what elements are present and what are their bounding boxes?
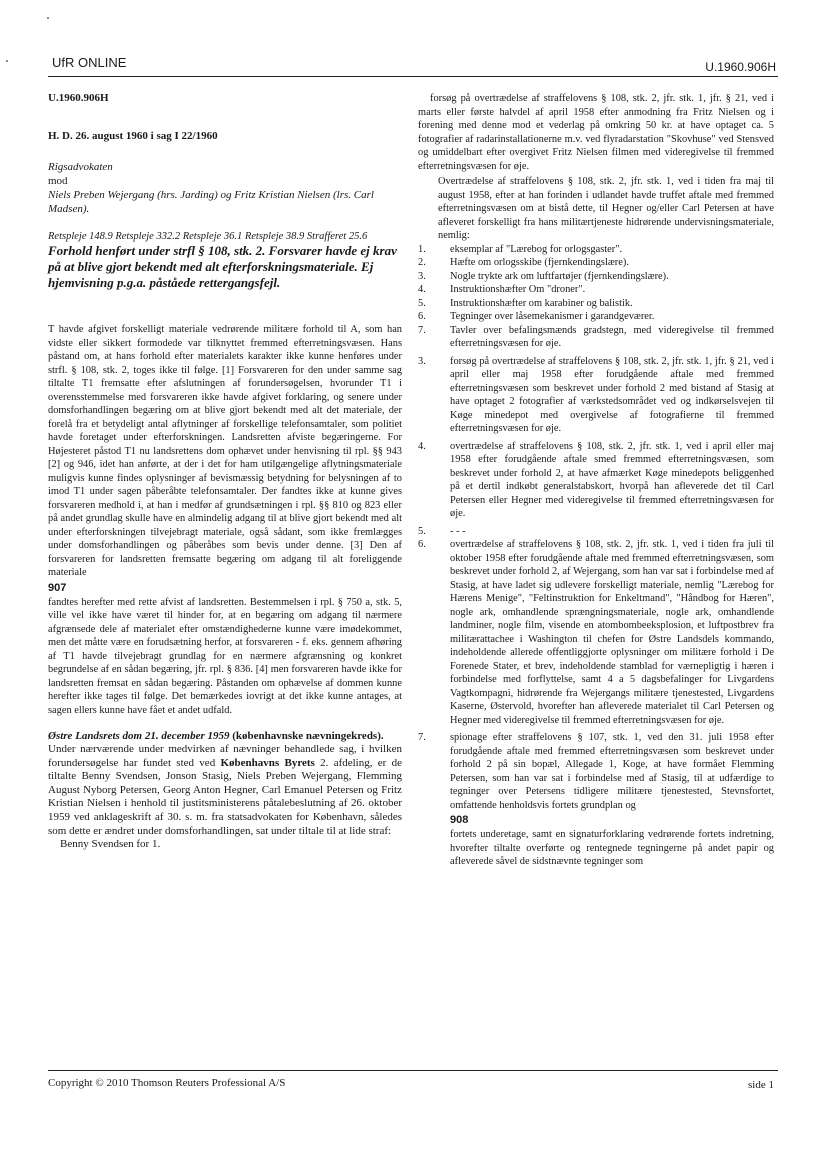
page-footer xyxy=(48,1070,778,1091)
count-item xyxy=(418,440,774,521)
page-number: side 1 xyxy=(748,1079,774,1091)
list-number: 1. xyxy=(418,243,426,255)
list-number: 6. xyxy=(418,311,426,322)
list-item xyxy=(418,297,774,311)
list-item xyxy=(418,256,774,270)
party-prosecutor: Rigsadvokaten xyxy=(48,161,113,173)
list-item xyxy=(418,324,774,351)
keyword-references: Retspleje 148.9 Retspleje 332.2 Retspleje 36.1 Retspleje 38.9 Strafferet 25.6 xyxy=(48,231,368,242)
count-number: 4. xyxy=(418,440,426,452)
count-number: 3. xyxy=(418,355,426,367)
list-item xyxy=(418,310,774,324)
case-id: U.1960.906H xyxy=(48,92,109,104)
court-district: (københavnske nævningekreds). xyxy=(229,730,384,742)
party-defendants: Niels Preben Wejergang (hrs. Jarding) og Fritz Kristian Nielsen (lrs. Carl Madsen). xyxy=(48,189,374,215)
abstract-paragraph: T havde afgivet forskelligt materiale vedrørende militære forhold til A, som han vidste eller sikkert formodede var tilknyttet fremmed efterretningsvæsen. Hans påstand om, at hans forhold efter materialets karakter ikke kunne henføres under strfl. § 108, stk. 2, toges ikke til følge. [1] Forsvareren for den under samme sag tiltalte T1 fremsatte efter afslutningen af forundersøgelsen, hvorunder T1 i overensstemmelse med forsvareren ikke havde afgivet forklaring, og senere under domsforhandlingen begæring om at blive gjort bekendt med alt det materiale, der forelå fra et betydeligt antal aflytninger af forskellige telefonsamtaler, som politiet havde foretaget under efterforskningen. Landsretten afviste begæringerne. For Højesteret påstod T1 nu landsrettens dom ophævet under henvisning til rpl. §§ 943 [2] og 946, idet han anførte, at der i det for ham utilgængelige aflytningsmateriale muligvis kunne findes oplysninger af bevismæssig betydning for belysningen af to imod T1 under sagen påberåbte telefonsamtaler. Der fandtes ikke at kunne gives forsvareren medhold i, at han i medfør af grundsætningen i rpl. §§ 810 og 823 eller på andet grundlag skulle have en almindelig adgang til at blive gjort bekendt med alt under efterforskningen tilvejebragt materiale, også sådant, som ikke fremlægges under domsforhandlingen og påberåbes som bevis under denne. [3] Den af forsvareren for landsretten fremsatte begæring om adgang til alt foreliggende materiale xyxy=(48,324,402,578)
count-number: 6. xyxy=(418,539,426,550)
list-text: Tegninger over låsemekanismer i garandgeværer. xyxy=(450,311,655,322)
count-2-text: Overtrædelse af straffelovens § 108, stk. 2, jfr. stk. 1, ved i tiden fra maj til august 1958, efter at han forinden i udlandet havde truffet aftale med fremmed efterretningsvæsen om at bistå dette, til Hegner og/eller Carl Petersen at have afleveret forskelligt fra hans militærtjeneste hidrørende undervisningsmateriale, nemlig: xyxy=(438,176,774,241)
count-text: overtrædelse af straffelovens § 108, stk. 2, jfr. stk. 1, ved i tiden fra juli til oktober 1958 efter forudgående aftale med fremmed efterretningsvæsen, som beskrevet under forhold 2, af Wejergang, som han var sat i forbindelse med af Stasig, at have ladet sig udlevere forskelligt materiale, nemlig "Lærebog for Hærens Menige", "Feltinstruktion for Enkeltmand", "Håndbog for Hæren", nogle ark, omhandlende sprængningsmateriale, nogle ark, omhandlende landminer, nogle film, visende en atombombeeksplosion, et luftpostbrev fra militærattachee i Washington til chefen for Østre Landsdels kommando, indeholdende allerede offentliggjorte oplysninger om militære forhold i De Forenede Stater, et brev, indeholdende stamblad for værnepligtig i hæren i forbindelse med forflyttelse, samt 4 a 5 dagsbefalinger for Livgardens Vagtkompagni, hidrørende fra Wejergangs militære tjenestested, Livgardens Kaserne, Østervold, hvorefter han afleverede materialet til Carl Petersen og Hegner med videregivelse til fremmed efterretningsvæsen for øje. xyxy=(450,539,774,726)
list-number: 4. xyxy=(418,284,426,295)
party-versus: mod xyxy=(48,175,68,187)
page-header xyxy=(48,54,778,77)
counts-list xyxy=(418,355,774,813)
indictment-text: Under nærværende under medvirken af nævninger behandlede sag, i hvilken forundersøgelse har fundet sted ved xyxy=(48,743,402,769)
count-1-text: forsøg på overtrædelse af straffelovens § 108, stk. 2, jfr. stk. 1, jfr. § 21, ved i marts eller første halvdel af april 1958 efter anmodning fra Fritz Nielsen og i forening med denne mod et vederlag på omkring 50 kr. at have optaget ca. 5 fotografier af radarinstallationerne m.v. ved flyradarstation "Skovhuse" ved Stensved og umiddelbart efter overgivet Fritz Nielsen filmen med videregivelse til fremmed efterretningsvæsen for øje. xyxy=(418,93,774,172)
scan-speck xyxy=(47,17,49,19)
parties xyxy=(48,160,402,216)
list-number: 2. xyxy=(418,257,426,268)
court-name: Østre Landsrets dom 21. december 1959 xyxy=(48,730,230,742)
court-reference: Københavns Byrets xyxy=(220,756,315,769)
count-text: overtrædelse af straffelovens § 108, stk. 2, jfr. stk. 1, ved i april eller maj 1958 efter forudgående aftale smed fremmed efterretningsvæsen, som beskrevet under forhold 2, at have afmærket Køge minedepots beliggenhed på et dertil indkøbt generalstabskort, hvorpå han afleverede det til Carl Petersen eller Hegner med videregivelse til fremmed efterretningsvæsen for øje. xyxy=(450,440,774,519)
count-item xyxy=(418,525,774,539)
indictment-text-continued: 2. afdeling, er de tiltalte Benny Svendsen, Jonson Stasig, Niels Preben Wejergang, Flemming August Nyborg Petersen, Georg Anton Hegner, Carl Emanuel Petersen og Fritz Kristian Nielsen i henhold til justitsministerens påtalebeslutning af 26. oktober 1959 ved anklageskrift af 30. s. m. fra statsadvokaten for København, således som dette er ændret under domsforhandlingen, sat under tiltale til at lide straf: xyxy=(48,756,402,837)
list-item xyxy=(418,270,774,284)
list-text: Tavler over befalingsmænds gradstegn, med videregivelse til fremmed efterretningsvæsen for øje. xyxy=(450,324,774,349)
document-reference: U.1960.906H xyxy=(705,60,776,74)
copyright-notice: Copyright © 2010 Thomson Reuters Professional A/S xyxy=(48,1077,286,1089)
count-text: forsøg på overtrædelse af straffelovens § 108, stk. 2, jfr. stk. 1, jfr. § 21, ved i april eller maj 1958 efter forudgående aftale med fremmed efterretningsvæsen som beskrevet under forhold 2 med bistand af Stasig at have optaget 2 fotografier af værkstedsområdet ved og indkørselsvejen til Køge minedepot med overgivelse af fotografierne til fremmed efterretningsvæsen for øje. xyxy=(450,355,774,434)
brand-label: UfR ONLINE xyxy=(52,55,127,70)
count-item xyxy=(418,731,774,812)
page-marker: 907 xyxy=(48,581,67,594)
material-list xyxy=(418,243,774,351)
list-text: Instruktionshæfter Om "droner". xyxy=(450,284,586,295)
list-item xyxy=(418,283,774,297)
list-item xyxy=(418,243,774,257)
scan-speck xyxy=(6,60,8,62)
list-text: Hæfte om orlogsskibe (fjernkendingslære). xyxy=(450,257,629,268)
count-number: 7. xyxy=(418,732,426,743)
count-item xyxy=(418,538,774,727)
list-number: 5. xyxy=(418,297,426,309)
defendant-line: Benny Svendsen for 1. xyxy=(60,838,161,851)
indictment-paragraph xyxy=(48,743,402,838)
page-marker: 908 xyxy=(450,814,469,826)
count-item xyxy=(418,355,774,436)
case-summary: Forhold henført under strfl § 108, stk. 2. Forsvarer havde ej krav på at blive gjort bekendt med alt efterforskningsmateriale. Ej hjemvisning p.g.a. påståede rettergangsfejl. xyxy=(48,243,397,290)
left-column xyxy=(48,92,402,852)
right-column xyxy=(418,92,774,869)
list-number: 7. xyxy=(418,324,426,336)
count-7-continuation: fortets underetage, samt en signaturforklaring vedrørende fortets indretning, hvorefter tiltalte overførte og rentegnede tegningerne på andet papir og afleverede såvel de sidstnævnte tegninger som xyxy=(450,829,774,867)
list-text: Nogle trykte ark om luftfartøjer (fjernkendingslære). xyxy=(450,270,669,282)
count-text: spionage efter straffelovens § 107, stk. 1, ved den 31. juli 1958 efter forudgående aftale med fremmed efterretningsvæsen som beskrevet under forhold 2 på sin bopæl, Allegade 1, Koge, at have formået Flemming Petersen, som han var sat i forbindelse med af Stasig, til at udfærdige to tegninger over Petersens tidligere militære tjenestested, Stevnsfortet, omfattende henholdsvis fortets grundplan og xyxy=(450,732,774,811)
count-text: - - - xyxy=(450,525,466,537)
abstract-continuation: fandtes herefter med rette afvist af landsretten. Bestemmelsen i rpl. § 750 a, stk. 5, ville vel ikke have været til hinder for, at en begæring om adgang til nærmere afgrænsede dele af materialet efter omstændighederne kunne være imødekommet, men det måtte være en forudsætning herfor, at forsvareren - f. eks. gennem afhøring af T1 havde tilvejebragt grundlag for en nærmere afgrænsning og konkret begrundelse af en sådan begæring, jfr. rpl. § 836. [4] men forsvareren havde ikke for landsretten fremsat en sådan begæring. Påstanden om ophævelse af dommen kunne herefter ikke tages til følge. Det bemærkedes iovrigt at det ikke kunne antages, at sagen ellers kunne have fået et andet udfald. xyxy=(48,596,402,716)
court-heading xyxy=(48,729,402,743)
list-number: 3. xyxy=(418,270,426,282)
judgment-date: H. D. 26. august 1960 i sag I 22/1960 xyxy=(48,130,218,142)
count-number: 5. xyxy=(418,525,426,537)
list-text: Instruktionshæfter om karabiner og balistik. xyxy=(450,297,633,309)
list-text: eksemplar af "Lærebog for orlogsgaster". xyxy=(450,243,623,255)
